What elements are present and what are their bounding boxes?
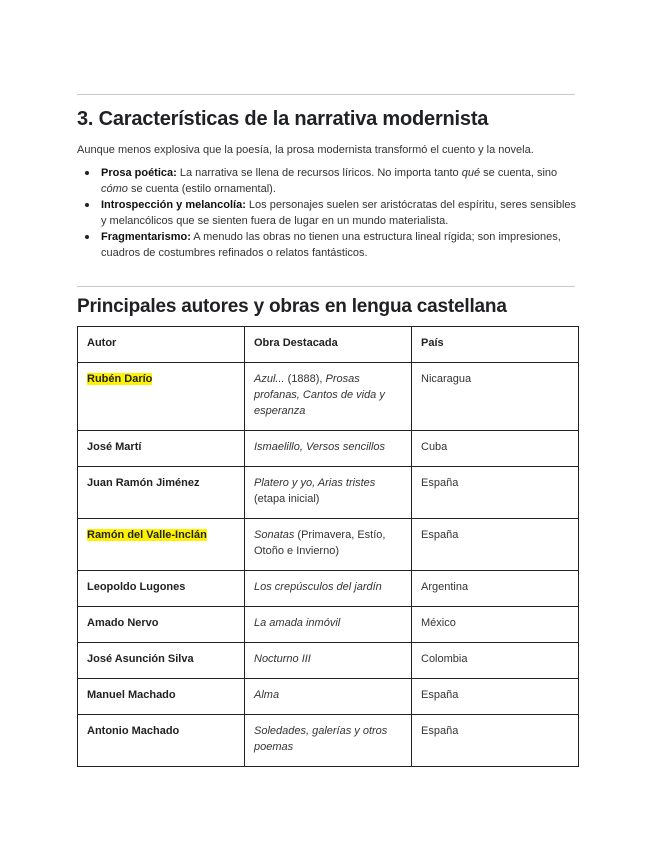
work-title: Prosas profanas, Cantos de vida y esperanza (254, 373, 385, 417)
author-cell (78, 363, 245, 431)
work-cell: Alma (245, 679, 412, 715)
author-cell: Leopoldo Lugones (78, 571, 245, 607)
list-item-term: Introspección y melancolía: (101, 199, 246, 211)
work-cell (245, 467, 412, 519)
country-cell: España (412, 519, 579, 571)
section-heading: 3. Características de la narrativa modernista (77, 108, 489, 130)
work-cell (245, 519, 412, 571)
bullet-icon (85, 203, 89, 207)
list-item-text: A menudo las obras no tienen una estructura lineal rígida; son impresiones, cuadros de costumbres refinados o relatos fantásticos. (101, 231, 561, 259)
work-title: Sonatas (254, 529, 295, 541)
author-cell: Juan Ramón Jiménez (78, 467, 245, 519)
list-item-term: Fragmentarismo: (101, 231, 191, 243)
country-cell: Colombia (412, 643, 579, 679)
list-item (77, 229, 577, 261)
table-row (78, 467, 579, 519)
header-work: Obra Destacada (245, 327, 412, 363)
header-country: País (412, 327, 579, 363)
country-cell: Nicaragua (412, 363, 579, 431)
country-cell: Argentina (412, 571, 579, 607)
section-intro: Aunque menos explosiva que la poesía, la prosa modernista transformó el cuento y la novela. (77, 144, 534, 156)
header-author: Autor (78, 327, 245, 363)
table-header-row (78, 327, 579, 363)
country-cell: Cuba (412, 431, 579, 467)
author-cell: Manuel Machado (78, 679, 245, 715)
list-item-emphasis: cómo (101, 183, 128, 195)
country-cell: México (412, 607, 579, 643)
table-row (78, 519, 579, 571)
table-row (78, 643, 579, 679)
author-cell: Amado Nervo (78, 607, 245, 643)
list-item-term: Prosa poética: (101, 167, 177, 179)
work-title: Azul... (254, 373, 285, 385)
table-row (78, 431, 579, 467)
author-name-highlighted: Ramón del Valle-Inclán (87, 529, 207, 541)
list-item-text: se cuenta, sino (480, 167, 558, 179)
list-item (77, 197, 577, 229)
divider-top (77, 94, 575, 95)
work-cell: Los crepúsculos del jardín (245, 571, 412, 607)
author-cell: Antonio Machado (78, 715, 245, 767)
country-cell: España (412, 679, 579, 715)
characteristics-list (77, 165, 577, 261)
list-item (77, 165, 577, 197)
table-heading: Principales autores y obras en lengua castellana (77, 296, 507, 317)
work-cell: Nocturno III (245, 643, 412, 679)
table-row (78, 571, 579, 607)
bullet-icon (85, 171, 89, 175)
bullet-icon (85, 235, 89, 239)
work-note: (Primavera, Estío, Otoño e Invierno) (254, 529, 386, 557)
work-cell: Soledades, galerías y otros poemas (245, 715, 412, 767)
table-row (78, 363, 579, 431)
country-cell: España (412, 715, 579, 767)
list-item-text: La narrativa se llena de recursos líricos. No importa tanto (176, 167, 462, 179)
work-title: Platero y yo, Arias tristes (254, 477, 376, 489)
author-cell (78, 519, 245, 571)
work-note: (etapa inicial) (254, 493, 320, 505)
list-item-text: se cuenta (estilo ornamental). (127, 183, 276, 195)
work-cell: Ismaelillo, Versos sencillos (245, 431, 412, 467)
author-name-highlighted: Rubén Darío (87, 373, 153, 385)
table-row (78, 715, 579, 767)
work-year: (1888), (284, 373, 326, 385)
country-cell: España (412, 467, 579, 519)
author-cell: José Martí (78, 431, 245, 467)
divider-middle (77, 286, 575, 287)
list-item-text: Los personajes suelen ser aristócratas del espíritu, seres sensibles y melancólicos que se sienten fuera de lugar en un mundo materialista. (101, 199, 577, 227)
list-item-emphasis: qué (461, 167, 481, 179)
work-cell: La amada inmóvil (245, 607, 412, 643)
authors-table (77, 326, 579, 767)
work-cell (245, 363, 412, 431)
author-cell: José Asunción Silva (78, 643, 245, 679)
table-row (78, 607, 579, 643)
table-row (78, 679, 579, 715)
